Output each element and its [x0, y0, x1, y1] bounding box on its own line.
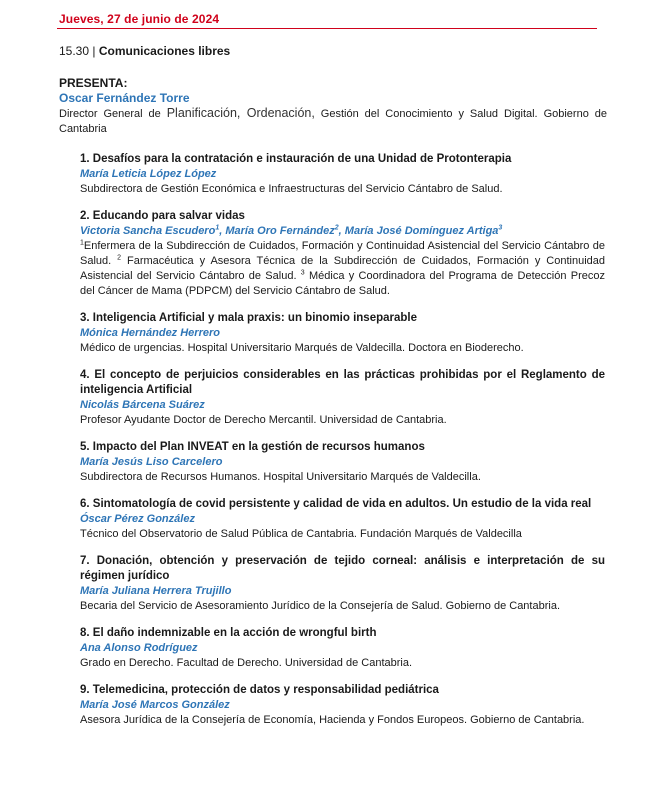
list-item — [80, 440, 605, 485]
item-title: 5. Impacto del Plan INVEAT en la gestión de recursos humanos — [80, 441, 425, 453]
item-title: 3. Inteligencia Artificial y mala praxis: un binomio inseparable — [80, 312, 418, 324]
item-authors: María Leticia López López — [80, 168, 217, 180]
list-item — [80, 626, 605, 671]
affiliation-2-sup: 2 — [117, 254, 122, 262]
presenter-role-part2: Planificación, Ordenación, — [166, 106, 315, 120]
presenter-name: Oscar Fernández Torre — [59, 91, 190, 105]
affiliation-3: Médica y Coordinadora del Programa de Detección Precoz del Cáncer de Mama (PDPCM) del Servicio Cántabro de Salud. — [80, 270, 605, 297]
list-item — [80, 368, 605, 428]
time-separator: | — [92, 44, 96, 58]
item-title: 8. El daño indemnizable en la acción de wrongful birth — [80, 627, 377, 639]
item-authors: Mónica Hernández Herrero — [80, 327, 220, 339]
presenter-role-part1: Director General de — [59, 108, 167, 120]
author-2-sup: 2 — [334, 224, 339, 232]
item-authors: Óscar Pérez González — [80, 513, 195, 525]
item-authors: María José Marcos González — [80, 699, 230, 711]
communications-list — [80, 152, 605, 740]
author-2: María Oro Fernández — [225, 225, 335, 237]
item-affiliation: Becaria del Servicio de Asesoramiento Jurídico de la Consejería de Salud. Gobierno de Cantabria. — [80, 600, 560, 612]
session-date: Jueves, 27 de junio de 2024 — [59, 12, 220, 26]
list-item — [80, 554, 605, 614]
item-authors: María Jesús Liso Carcelero — [80, 456, 223, 468]
item-affiliation: Profesor Ayudante Doctor de Derecho Mercantil. Universidad de Cantabria. — [80, 414, 447, 426]
list-item — [80, 152, 605, 197]
item-authors: Nicolás Bárcena Suárez — [80, 399, 205, 411]
item-title: 7. Donación, obtención y preservación de tejido corneal: análisis e interpretación de su régimen jurídico — [80, 555, 605, 582]
item-affiliation: Asesora Jurídica de la Consejería de Economía, Hacienda y Fondos Europeos. Gobierno de Cantabria. — [80, 714, 585, 726]
date-divider — [57, 28, 597, 29]
session-time: 15.30 — [59, 44, 90, 58]
item-authors: María Juliana Herrera Trujillo — [80, 585, 232, 597]
presenter-role-part3: Gestión del Conocimiento y Salud Digital. Gobierno de Cantabria — [59, 108, 607, 135]
author-1-sup: 1 — [215, 224, 220, 232]
session-title: Comunicaciones libres — [98, 44, 231, 58]
item-affiliation — [80, 239, 605, 299]
list-item — [80, 497, 605, 542]
presenta-label: PRESENTA: — [59, 76, 128, 90]
item-affiliation: Técnico del Observatorio de Salud Pública de Cantabria. Fundación Marqués de Valdecilla — [80, 528, 522, 540]
item-affiliation: Grado en Derecho. Facultad de Derecho. Universidad de Cantabria. — [80, 657, 413, 669]
author-1: Victoria Sancha Escudero — [80, 225, 216, 237]
item-title: 1. Desafíos para la contratación e instauración de una Unidad de Protonterapia — [80, 153, 512, 165]
affiliation-1-sup: 1 — [80, 239, 84, 247]
session-time-line — [59, 44, 230, 58]
item-title: 2. Educando para salvar vidas — [80, 210, 245, 222]
presenter-role — [59, 106, 607, 137]
item-authors: Ana Alonso Rodríguez — [80, 642, 198, 654]
item-title: 4. El concepto de perjuicios considerables en las prácticas prohibidas por el Reglamento de inteligencia Artificial — [80, 369, 605, 396]
item-affiliation: Subdirectora de Recursos Humanos. Hospital Universitario Marqués de Valdecilla. — [80, 471, 481, 483]
list-item — [80, 683, 605, 728]
affiliation-2: Farmacéutica y Asesora Técnica de la Subdirección de Cuidados, Formación y Continuidad Asistencial del Servicio Cántabro de Salud. — [80, 255, 606, 282]
author-3: María José Domínguez Artiga — [344, 225, 499, 237]
affiliation-3-sup: 3 — [300, 269, 305, 277]
item-affiliation: Médico de urgencias. Hospital Universitario Marqués de Valdecilla. Doctora en Bioderecho. — [80, 342, 524, 354]
affiliation-1: Enfermera de la Subdirección de Cuidados, Formación y Continuidad Asistencial del Servicio Cántabro de Salud. — [80, 240, 605, 267]
list-item — [80, 209, 605, 299]
item-title: 6. Sintomatología de covid persistente y calidad de vida en adultos. Un estudio de la vida real — [80, 498, 592, 510]
list-item — [80, 311, 605, 356]
author-3-sup: 3 — [498, 224, 503, 232]
item-affiliation: Subdirectora de Gestión Económica e Infraestructuras del Servicio Cántabro de Salud. — [80, 183, 503, 195]
item-title: 9. Telemedicina, protección de datos y responsabilidad pediátrica — [80, 684, 439, 696]
item-authors: Victoria Sancha Escudero$^1$, María Oro Fernández$^2$, María José Domínguez Artiga$^3$ — [80, 224, 503, 237]
